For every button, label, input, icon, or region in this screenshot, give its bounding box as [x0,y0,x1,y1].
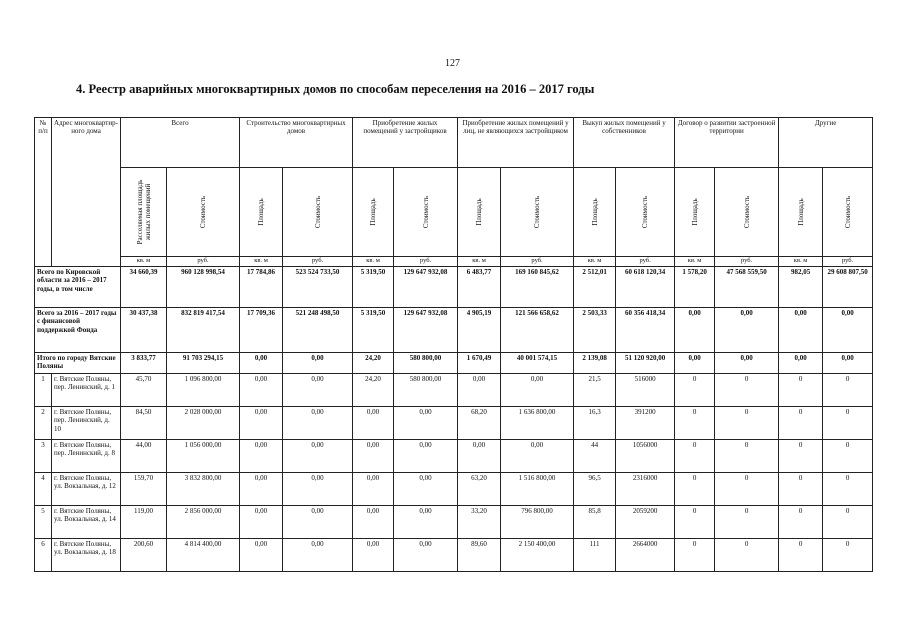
total-cell: 121 566 658,62 [501,308,574,353]
row-cell: 0 [715,374,779,407]
total-row-label: Итого по городу Вятские Поляны [35,353,121,374]
row-cell: 0,00 [394,407,458,440]
row-cell: 0 [779,539,823,572]
row-cell: 0,00 [394,539,458,572]
header-purchase-dev: Приобретение жилых помещений у застройщиков [353,118,458,168]
row-cell: 0 [823,473,873,506]
row-cell: 1 056 000,00 [167,440,240,473]
subheader-cost: Стоимость [823,168,873,257]
row-cell: 0,00 [240,374,283,407]
table-header [35,118,873,267]
subheader-cost: Стоимость [167,168,240,257]
row-cell: 0,00 [240,473,283,506]
row-cell: 0 [715,473,779,506]
header-total: Всего [121,118,240,168]
row-cell: 0,00 [394,440,458,473]
row-cell: 0 [779,374,823,407]
row-cell: 0,00 [240,407,283,440]
total-cell: 0,00 [715,308,779,353]
total-cell: 30 437,38 [121,308,167,353]
row-cell: 84,50 [121,407,167,440]
total-cell: 5 319,50 [353,267,394,308]
row-cell: 0,00 [394,506,458,539]
row-number: 6 [35,539,52,572]
total-row [35,267,873,308]
subheader-cost: Стоимость [501,168,574,257]
total-cell: 5 319,50 [353,308,394,353]
total-cell: 51 120 920,00 [616,353,675,374]
row-cell: 0 [823,506,873,539]
row-cell: 44,00 [121,440,167,473]
total-cell: 521 248 498,50 [283,308,353,353]
subheader-area: Площадь [353,168,394,257]
row-cell: 0 [779,473,823,506]
row-cell: 2059200 [616,506,675,539]
row-cell: 0,00 [283,374,353,407]
row-cell: 68,20 [458,407,501,440]
row-number: 1 [35,374,52,407]
row-cell: 3 832 800,00 [167,473,240,506]
total-row [35,308,873,353]
unit-label: кв. м [353,257,394,267]
row-cell: 0 [675,539,715,572]
table-row [35,374,873,407]
total-cell: 0,00 [823,308,873,353]
row-cell: 1 096 800,00 [167,374,240,407]
header-purchase-other: Приобретение жилых помещений у лиц, не являющихся застройщиком [458,118,574,168]
total-cell: 2 139,08 [574,353,616,374]
row-cell: 0 [779,407,823,440]
subheader-cost: Стоимость [283,168,353,257]
row-cell: 0 [823,440,873,473]
total-cell: 2 503,33 [574,308,616,353]
unit-label: руб. [167,257,240,267]
row-cell: 200,60 [121,539,167,572]
row-cell: 0,00 [240,440,283,473]
subheader-area: Площадь [779,168,823,257]
row-cell: 0,00 [353,539,394,572]
row-number: 2 [35,407,52,440]
row-cell: 33,20 [458,506,501,539]
page-title: 4. Реестр аварийных многоквартирных домов по способам переселения на 2016 – 2017 годы [76,82,595,96]
header-construction: Строительство многоквартирных домов [240,118,353,168]
total-cell: 1 670,49 [458,353,501,374]
row-cell: 0,00 [283,473,353,506]
unit-label: кв. м [458,257,501,267]
row-cell: 24,20 [353,374,394,407]
row-address: г. Вятские Поляны, ул. Вокзальная, д. 18 [52,539,121,572]
total-row-label: Всего за 2016 – 2017 годы с финансовой поддержкой Фонда [35,308,121,353]
row-cell: 0 [715,440,779,473]
unit-label: руб. [394,257,458,267]
total-cell: 0,00 [715,353,779,374]
table-row [35,539,873,572]
unit-label: кв. м [675,257,715,267]
total-cell: 0,00 [240,353,283,374]
unit-label: кв. м [240,257,283,267]
row-cell: 119,00 [121,506,167,539]
total-row-label: Всего по Кировской области за 2016 – 2017 годы, в том числе [35,267,121,308]
header-buyout: Выкуп жилых помещений у собственников [574,118,675,168]
row-cell: 2316000 [616,473,675,506]
unit-label: руб. [823,257,873,267]
row-cell: 796 800,00 [501,506,574,539]
total-cell: 24,20 [353,353,394,374]
row-number: 5 [35,506,52,539]
table-body [35,267,873,572]
total-cell: 4 905,19 [458,308,501,353]
unit-label: кв. м [779,257,823,267]
total-cell: 129 647 932,08 [394,308,458,353]
row-cell: 0 [779,506,823,539]
total-cell: 0,00 [779,308,823,353]
row-address: г. Вятские Поляны, пер. Ленинский, д. 10 [52,407,121,440]
total-cell: 60 356 418,34 [616,308,675,353]
subheader-cost: Стоимость [715,168,779,257]
row-cell: 0 [823,374,873,407]
total-cell: 47 568 559,50 [715,267,779,308]
table-row [35,506,873,539]
row-cell: 1056000 [616,440,675,473]
total-cell: 34 660,39 [121,267,167,308]
header-agreement: Договор о развитии застроенной территории [675,118,779,168]
row-cell: 89,60 [458,539,501,572]
total-row [35,353,873,374]
total-cell: 6 483,77 [458,267,501,308]
subheader-area-total: Расселяемая площадь жилых помещений [121,168,167,257]
total-cell: 3 833,77 [121,353,167,374]
unit-label: руб. [501,257,574,267]
row-cell: 0 [675,473,715,506]
row-cell: 45,70 [121,374,167,407]
registry-table [34,117,873,572]
subheader-area: Площадь [675,168,715,257]
row-cell: 0,00 [458,440,501,473]
row-cell: 111 [574,539,616,572]
header-address: Адрес многоквартир-ного дома [52,118,121,267]
total-cell: 0,00 [675,308,715,353]
row-cell: 516000 [616,374,675,407]
row-cell: 159,70 [121,473,167,506]
total-cell: 2 512,01 [574,267,616,308]
total-cell: 982,05 [779,267,823,308]
row-cell: 0,00 [353,440,394,473]
row-cell: 21,5 [574,374,616,407]
total-cell: 832 819 417,54 [167,308,240,353]
row-cell: 0,00 [283,539,353,572]
total-cell: 40 001 574,15 [501,353,574,374]
row-cell: 16,3 [574,407,616,440]
row-cell: 0,00 [501,374,574,407]
total-cell: 0,00 [283,353,353,374]
subheader-area: Площадь [240,168,283,257]
row-cell: 44 [574,440,616,473]
row-cell: 0 [779,440,823,473]
row-cell: 0,00 [501,440,574,473]
row-cell: 0 [675,407,715,440]
total-cell: 0,00 [779,353,823,374]
header-num: № п/п [35,118,52,267]
row-cell: 96,5 [574,473,616,506]
unit-label: руб. [616,257,675,267]
row-cell: 0,00 [394,473,458,506]
row-cell: 2 028 000,00 [167,407,240,440]
units-row [35,257,873,267]
subheader-area: Площадь [574,168,616,257]
row-cell: 0,00 [283,440,353,473]
row-address: г. Вятские Поляны, ул. Вокзальная, д. 14 [52,506,121,539]
total-cell: 17 784,86 [240,267,283,308]
table-row [35,440,873,473]
table-row [35,407,873,440]
header-other: Другие [779,118,873,168]
row-address: г. Вятские Поляны, пер. Ленинский, д. 8 [52,440,121,473]
row-number: 3 [35,440,52,473]
row-cell: 0 [715,506,779,539]
row-cell: 0,00 [283,407,353,440]
row-cell: 63,20 [458,473,501,506]
total-cell: 60 618 120,34 [616,267,675,308]
row-cell: 391200 [616,407,675,440]
row-cell: 0 [675,374,715,407]
total-cell: 1 578,20 [675,267,715,308]
row-cell: 0,00 [353,407,394,440]
row-cell: 0,00 [353,473,394,506]
unit-label: кв. м [121,257,167,267]
page-number: 127 [445,58,460,69]
table-row [35,473,873,506]
row-cell: 2 856 000,00 [167,506,240,539]
total-cell: 29 608 807,50 [823,267,873,308]
row-cell: 1 636 800,00 [501,407,574,440]
row-cell: 0 [715,407,779,440]
row-cell: 2664000 [616,539,675,572]
subheader-area: Площадь [458,168,501,257]
unit-label: кв. м [574,257,616,267]
row-cell: 0 [823,539,873,572]
row-cell: 2 150 400,00 [501,539,574,572]
row-cell: 0 [675,440,715,473]
total-cell: 129 647 932,08 [394,267,458,308]
row-cell: 0 [675,506,715,539]
row-address: г. Вятские Поляны, пер. Ленинский, д. 1 [52,374,121,407]
row-address: г. Вятские Поляны, ул. Вокзальная, д. 12 [52,473,121,506]
row-cell: 0 [823,407,873,440]
total-cell: 523 524 733,50 [283,267,353,308]
subheader-cost: Стоимость [394,168,458,257]
row-cell: 0,00 [240,506,283,539]
unit-label: руб. [283,257,353,267]
row-cell: 1 516 800,00 [501,473,574,506]
total-cell: 169 160 845,62 [501,267,574,308]
total-cell: 960 128 998,54 [167,267,240,308]
row-cell: 0,00 [240,539,283,572]
total-cell: 0,00 [823,353,873,374]
row-cell: 0,00 [458,374,501,407]
total-cell: 91 703 294,15 [167,353,240,374]
row-cell: 580 800,00 [394,374,458,407]
subheader-cost: Стоимость [616,168,675,257]
row-number: 4 [35,473,52,506]
row-cell: 0 [715,539,779,572]
row-cell: 0,00 [353,506,394,539]
unit-label: руб. [715,257,779,267]
row-cell: 4 814 400,00 [167,539,240,572]
row-cell: 0,00 [283,506,353,539]
total-cell: 17 709,36 [240,308,283,353]
total-cell: 0,00 [675,353,715,374]
total-cell: 580 800,00 [394,353,458,374]
row-cell: 85,8 [574,506,616,539]
